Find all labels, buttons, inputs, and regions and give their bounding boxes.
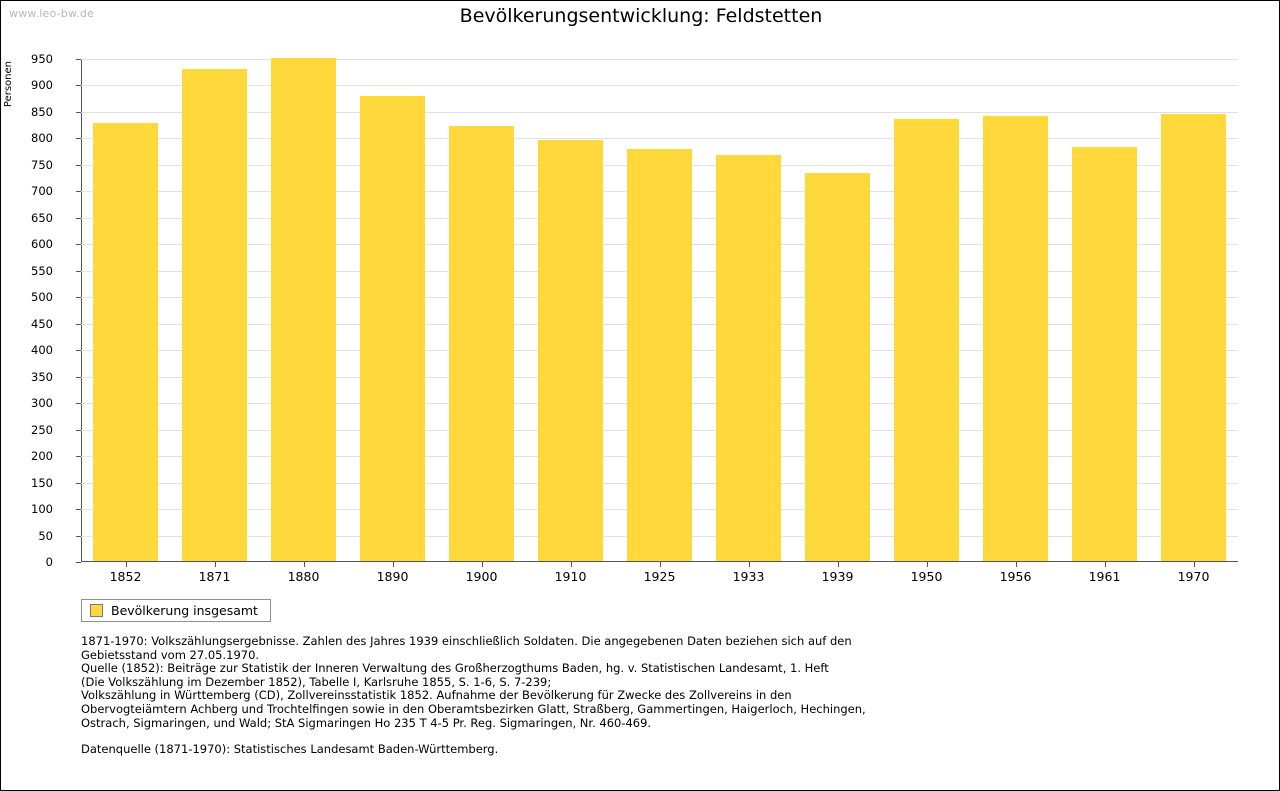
plot-area xyxy=(31,52,1238,569)
x-tick-mark xyxy=(393,562,394,567)
y-axis-line xyxy=(81,59,82,562)
gridline xyxy=(81,59,1238,60)
bar xyxy=(93,123,157,561)
y-tick-label: 900 xyxy=(31,78,53,93)
legend-color-swatch xyxy=(90,604,103,617)
x-tick-mark xyxy=(126,562,127,567)
x-tick-label: 1900 xyxy=(465,569,498,584)
x-tick-label: 1961 xyxy=(1088,569,1121,584)
x-tick-mark xyxy=(215,562,216,567)
gridline xyxy=(81,112,1238,113)
y-tick-label: 850 xyxy=(31,104,53,119)
y-tick-mark xyxy=(76,112,81,113)
y-tick-label: 550 xyxy=(31,263,53,278)
y-tick-label: 450 xyxy=(31,316,53,331)
bar xyxy=(1072,147,1136,561)
x-tick-label: 1933 xyxy=(732,569,765,584)
x-tick-label: 1950 xyxy=(910,569,943,584)
x-tick-mark xyxy=(927,562,928,567)
x-tick-mark xyxy=(1016,562,1017,567)
bar xyxy=(805,173,869,561)
bar xyxy=(360,96,424,561)
x-tick-label: 1852 xyxy=(109,569,142,584)
x-tick-mark xyxy=(1194,562,1195,567)
y-tick-label: 950 xyxy=(31,52,53,66)
x-tick-label: 1871 xyxy=(198,569,231,584)
footnote-line: 1871-1970: Volkszählungsergebnisse. Zahlen des Jahres 1939 einschließlich Soldaten. Die angegebenen Daten beziehen sich auf den xyxy=(81,634,852,648)
y-tick-mark xyxy=(76,297,81,298)
bar xyxy=(983,116,1047,561)
footnotes xyxy=(81,635,1221,757)
x-tick-label: 1910 xyxy=(554,569,587,584)
y-tick-mark xyxy=(76,59,81,60)
y-tick-mark xyxy=(76,165,81,166)
y-tick-label: 150 xyxy=(31,475,53,490)
x-tick-label: 1880 xyxy=(287,569,320,584)
y-tick-label: 350 xyxy=(31,369,53,384)
y-tick-mark xyxy=(76,85,81,86)
footnote-line: Gebietsstand vom 27.05.1970. xyxy=(81,647,260,662)
y-tick-label: 200 xyxy=(31,449,53,464)
y-tick-label: 300 xyxy=(31,396,53,411)
page-title: Bevölkerungsentwicklung: Feldstetten xyxy=(459,5,823,27)
y-tick-label: 500 xyxy=(31,290,53,305)
footnote-line: Quelle (1852): Beiträge zur Statistik der Inneren Verwaltung des Großherzogthums Baden, hg. v. Statistischen Landesamt, 1. Heft xyxy=(81,661,829,676)
gridline xyxy=(81,138,1238,139)
bar xyxy=(1161,114,1225,561)
y-tick-mark xyxy=(76,536,81,537)
y-tick-label: 50 xyxy=(38,528,53,543)
x-tick-label: 1890 xyxy=(376,569,409,584)
y-tick-mark xyxy=(76,191,81,192)
y-tick-label: 0 xyxy=(45,555,53,569)
gridline xyxy=(81,85,1238,86)
y-tick-mark xyxy=(76,271,81,272)
y-tick-mark xyxy=(76,350,81,351)
y-tick-label: 400 xyxy=(31,343,53,358)
bar xyxy=(182,69,246,561)
footnote-source: Datenquelle (1871-1970): Statistisches Landesamt Baden-Württemberg. xyxy=(81,742,499,757)
y-tick-label: 600 xyxy=(31,237,53,252)
x-tick-mark xyxy=(660,562,661,567)
y-tick-mark xyxy=(76,377,81,378)
footnote-line: (Die Volkszählung im Dezember 1852), Tabelle I, Karlsruhe 1855, S. 1-6, S. 7-239; xyxy=(81,674,552,689)
x-tick-label: 1939 xyxy=(821,569,854,584)
x-tick-label: 1925 xyxy=(643,569,676,584)
bar xyxy=(716,155,780,561)
x-tick-mark xyxy=(749,562,750,567)
x-tick-mark xyxy=(482,562,483,567)
x-tick-mark xyxy=(571,562,572,567)
bar xyxy=(894,119,958,561)
y-tick-mark xyxy=(76,430,81,431)
y-tick-mark xyxy=(76,562,81,563)
bar xyxy=(538,140,602,561)
bar xyxy=(627,149,691,561)
legend-item-label: Bevölkerung insgesamt xyxy=(111,603,258,618)
footnote-line: Ostrach, Sigmaringen, und Wald; StA Sigmaringen Ho 235 T 4-5 Pr. Reg. Sigmaringen, Nr. 460-469. xyxy=(81,715,652,730)
y-tick-mark xyxy=(76,403,81,404)
y-tick-mark xyxy=(76,509,81,510)
x-tick-label: 1970 xyxy=(1177,569,1210,584)
x-tick-mark xyxy=(1105,562,1106,567)
bar xyxy=(271,58,335,561)
y-tick-mark xyxy=(76,456,81,457)
y-tick-label: 650 xyxy=(31,210,53,225)
y-tick-mark xyxy=(76,218,81,219)
footnote-line: Obervogteiämtern Achberg und Trochtelfingen sowie in den Oberamtsbezirken Glatt, Straßberg, Gammertingen, Haigerloch, Hechingen, xyxy=(81,701,866,716)
y-tick-label: 700 xyxy=(31,184,53,199)
y-tick-label: 250 xyxy=(31,422,53,437)
y-tick-label: 750 xyxy=(31,157,53,172)
y-tick-label: 800 xyxy=(31,131,53,146)
footnote-line: Volkszählung in Württemberg (CD), Zollvereinsstatistik 1852. Aufnahme der Bevölkerung für Zwecke des Zollvereins in den xyxy=(81,688,792,703)
site-watermark: www.leo-bw.de xyxy=(9,7,95,20)
y-axis-label: Personen xyxy=(3,61,14,108)
y-tick-mark xyxy=(76,483,81,484)
y-tick-mark xyxy=(76,138,81,139)
x-tick-mark xyxy=(838,562,839,567)
x-tick-label: 1956 xyxy=(999,569,1032,584)
x-tick-mark xyxy=(304,562,305,567)
y-tick-mark xyxy=(76,244,81,245)
y-tick-label: 100 xyxy=(31,502,53,517)
bar xyxy=(449,126,513,561)
y-tick-mark xyxy=(76,324,81,325)
chart-legend xyxy=(81,599,271,622)
